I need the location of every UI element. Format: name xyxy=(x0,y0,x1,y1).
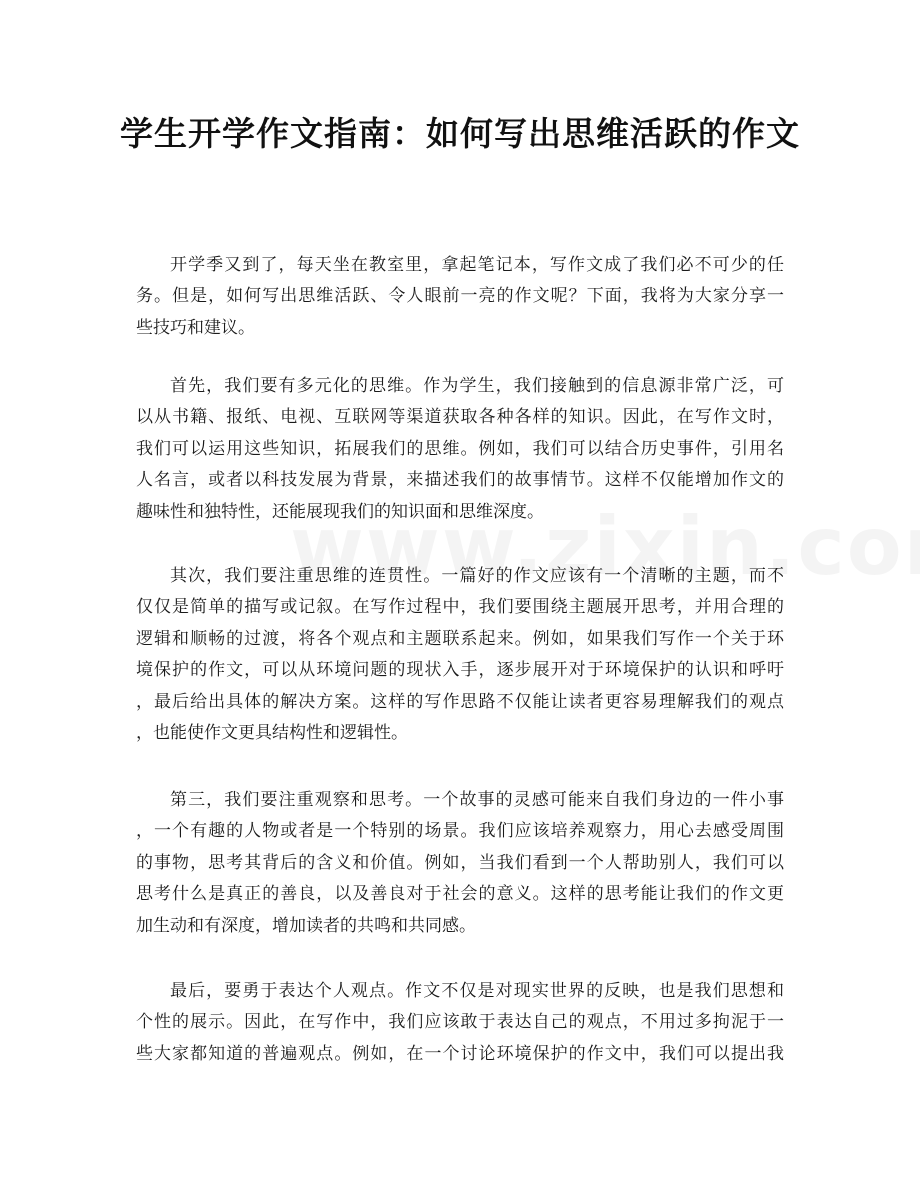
paragraph-line: 境保护的作文，可以从环境问题的现状入手，逐步展开对于环境保护的认识和呼吁 xyxy=(136,660,784,681)
paragraph-3 xyxy=(136,561,784,749)
paragraph-line: 我们可以运用这些知识，拓展我们的思维。例如，我们可以结合历史事件，引用名 xyxy=(136,438,784,459)
paragraph-line: ，一个有趣的人物或者是一个特别的场景。我们应该培养观察力，用心去感受周围 xyxy=(136,821,784,842)
paragraph-4 xyxy=(136,785,784,942)
document-title: 学生开学作文指南：如何写出思维活跃的作文 xyxy=(120,114,800,153)
paragraph-line: 思考什么是真正的善良，以及善良对于社会的意义。这样的思考能让我们的作文更 xyxy=(136,884,784,905)
paragraph-line: ，也能使作文更具结构性和逻辑性。 xyxy=(136,722,408,743)
paragraph-line: ，最后给出具体的解决方案。这样的写作思路不仅能让读者更容易理解我们的观点 xyxy=(136,691,784,712)
paragraph-line: 的事物，思考其背后的含义和价值。例如，当我们看到一个人帮助别人，我们可以 xyxy=(136,852,784,873)
paragraph-line: 逻辑和顺畅的过渡，将各个观点和主题联系起来。例如，如果我们写作一个关于环 xyxy=(136,628,784,649)
paragraph-2 xyxy=(136,371,784,528)
paragraph-line: 最后，要勇于表达个人观点。作文不仅是对现实世界的反映，也是我们思想和 xyxy=(170,981,784,1001)
paragraph-1 xyxy=(136,250,784,344)
paragraph-line: 趣味性和独特性，还能展现我们的知识面和思维深度。 xyxy=(136,501,544,522)
paragraph-line: 首先，我们要有多元化的思维。作为学生，我们接触到的信息源非常广泛，可 xyxy=(170,376,784,396)
paragraph-line: 以从书籍、报纸、电视、互联网等渠道获取各种各样的知识。因此，在写作文时， xyxy=(136,407,784,428)
paragraph-line: 务。但是，如何写出思维活跃、令人眼前一亮的作文呢？下面，我将为大家分享一 xyxy=(136,286,784,307)
paragraph-line: 些技巧和建议。 xyxy=(136,317,255,338)
paragraph-line: 其次，我们要注重思维的连贯性。一篇好的作文应该有一个清晰的主题，而不 xyxy=(170,566,784,586)
paragraph-line: 仅仅是简单的描写或记叙。在写作过程中，我们要围绕主题展开思考，并用合理的 xyxy=(136,597,784,618)
paragraph-line: 第三，我们要注重观察和思考。一个故事的灵感可能来自我们身边的一件小事 xyxy=(170,790,784,810)
paragraph-5 xyxy=(136,976,784,1070)
paragraph-line: 些大家都知道的普遍观点。例如，在一个讨论环境保护的作文中，我们可以提出我 xyxy=(136,1043,784,1064)
paragraph-line: 加生动和有深度，增加读者的共鸣和共同感。 xyxy=(136,915,476,936)
paragraph-line: 开学季又到了，每天坐在教室里，拿起笔记本，写作文成了我们必不可少的任 xyxy=(170,255,784,275)
paragraph-line: 人名言，或者以科技发展为背景，来描述我们的故事情节。这样不仅能增加作文的 xyxy=(136,470,784,491)
paragraph-line: 个性的展示。因此，在写作中，我们应该敢于表达自己的观点，不用过多拘泥于一 xyxy=(136,1012,784,1033)
